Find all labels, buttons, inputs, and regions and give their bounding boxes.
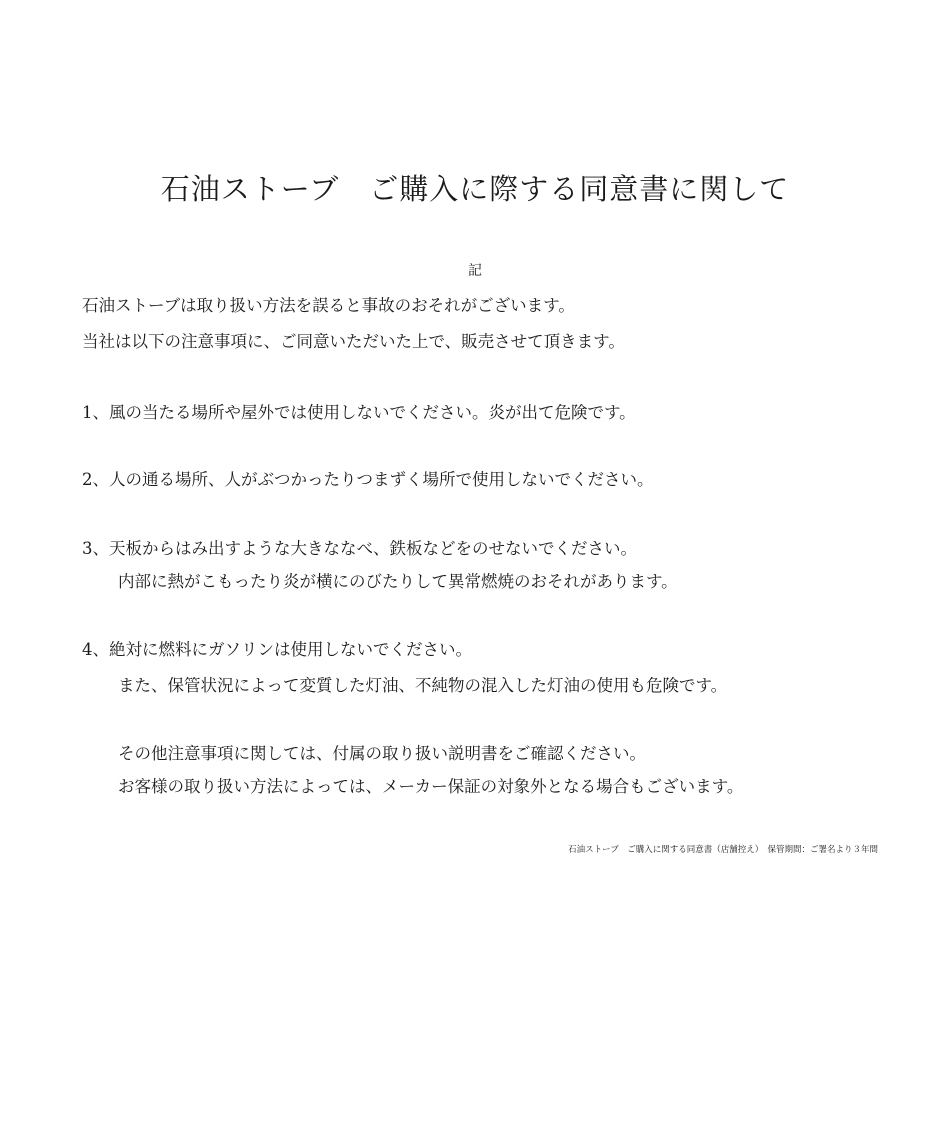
document-title: 石油ストーブ ご購入に際する同意書に関して xyxy=(160,172,790,206)
item-3-line-1: 3、天板からはみ出すような大きななべ、鉄板などをのせないでください。 xyxy=(82,539,637,558)
intro-line-2: 当社は以下の注意事項に、ご同意いただいた上で、販売させて頂きます。 xyxy=(82,332,625,351)
intro-line-1: 石油ストーブは取り扱い方法を誤ると事故のおそれがございます。 xyxy=(82,296,575,315)
closing-line-1: その他注意事項に関しては、付属の取り扱い説明書をご確認ください。 xyxy=(118,744,646,763)
item-1-line-1: 1、風の当たる場所や屋外では使用しないでください。炎が出て危険です。 xyxy=(82,403,636,422)
ki-heading: 記 xyxy=(468,263,482,279)
item-4-line-2: また、保管状況によって変質した灯油、不純物の混入した灯油の使用も危険です。 xyxy=(118,676,728,695)
document-footer: 石油ストーブ ご購入に関する同意書（店舗控え） 保管期間：ご署名より３年間 xyxy=(568,845,878,855)
item-4-line-1: 4、絶対に燃料にガソリンは使用しないでください。 xyxy=(82,640,472,659)
closing-line-2: お客様の取り扱い方法によっては、メーカー保証の対象外となる場合もございます。 xyxy=(118,777,744,796)
item-3-line-2: 内部に熱がこもったり炎が横にのびたりして異常燃焼のおそれがあります。 xyxy=(118,572,678,591)
item-2-line-1: 2、人の通る場所、人がぶつかったりつまずく場所で使用しないでください。 xyxy=(82,470,654,489)
